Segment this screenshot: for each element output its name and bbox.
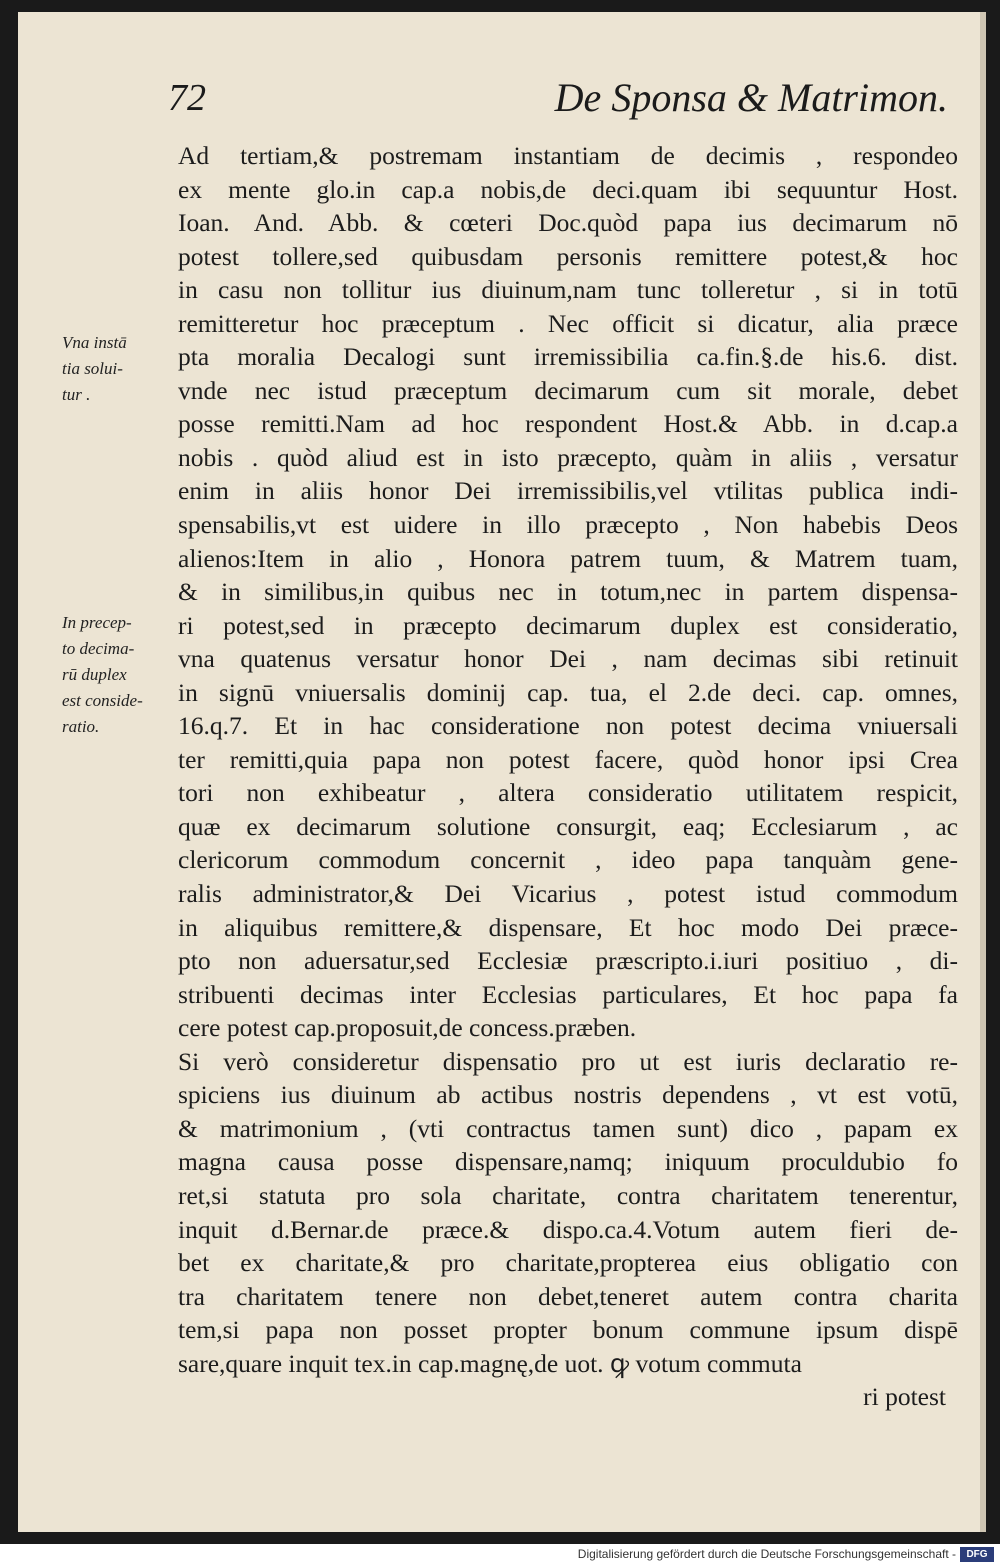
catchword: ri potest <box>863 1382 946 1412</box>
page-header <box>168 72 948 132</box>
text-line: & in similibus,in quibus nec in totum,nec in partem dispensa- <box>178 577 958 607</box>
text-line: & matrimonium , (vti contractus tamen sunt) dico , papam ex <box>178 1113 958 1143</box>
text-line: ex mente glo.in cap.a nobis,de deci.quam ibi sequuntur Host. <box>178 174 958 204</box>
margin-note-2 <box>62 610 172 740</box>
text-line: Ioan. And. Abb. & cœteri Doc.quòd papa ius decimarum nō <box>178 208 958 238</box>
text-line: Si verò consideretur dispensatio pro ut est iuris declaratio re- <box>178 1046 958 1076</box>
margin-note-1 <box>62 330 172 408</box>
text-line: stribuenti decimas inter Ecclesias particulares, Et hoc papa fa <box>178 979 958 1009</box>
margin-note-line: In precep- <box>62 613 132 632</box>
text-line: remitteretur hoc præceptum . Nec officit si dicatur, alia præce <box>178 308 958 338</box>
text-line: spiciens ius diuinum ab actibus nostris dependens , vt est votū, <box>178 1080 958 1110</box>
text-line: ret,si statuta pro sola charitate, contra charitatem tenerentur, <box>178 1180 958 1210</box>
dfg-logo-icon: DFG <box>960 1547 994 1562</box>
margin-note-line: ratio. <box>62 717 100 736</box>
footer-credit: Digitalisierung gefördert durch die Deutsche Forschungsgemeinschaft - <box>577 1547 956 1561</box>
margin-note-line: tur . <box>62 385 91 404</box>
text-line: vna quatenus versatur honor Dei , nam decimas sibi retinuit <box>178 644 958 674</box>
text-line: alienos:Item in alio , Honora patrem tuum, & Matrem tuam, <box>178 543 958 573</box>
text-line: inquit d.Bernar.de præce.& dispo.ca.4.Votum autem fieri de- <box>178 1214 958 1244</box>
text-line: ralis administrator,& Dei Vicarius , potest istud commodum <box>178 879 958 909</box>
text-line: in signū vniuersalis dominij cap. tua, el 2.de deci. cap. omnes, <box>178 677 958 707</box>
footer-bar <box>0 1544 1000 1566</box>
text-line: in casu non tollitur ius diuinum,nam tunc tolleretur , si in totū <box>178 275 958 305</box>
text-line: in aliquibus remittere,& dispensare, Et hoc modo Dei præce- <box>178 912 958 942</box>
text-line: posse remitti.Nam ad hoc respondent Host.& Abb. in d.cap.a <box>178 409 958 439</box>
text-line: tem,si papa non posset propter bonum commune ipsum dispē <box>178 1315 958 1345</box>
margin-note-line: rū duplex <box>62 665 127 684</box>
text-line: enim in aliis honor Dei irremissibilis,vel vtilitas publica indi- <box>178 476 958 506</box>
text-line: clericorum commodum concernit , ideo papa tanquàm gene- <box>178 845 958 875</box>
text-line: nobis . quòd aliud est in isto præcepto, quàm in aliis , versatur <box>178 442 958 472</box>
text-line: quæ ex decimarum solutione consurgit, eaq; Ecclesiarum , ac <box>178 811 958 841</box>
text-line: vnde nec istud præceptum decimarum cum sit morale, debet <box>178 375 958 405</box>
margin-note-line: tia solui- <box>62 359 123 378</box>
text-line: potest tollere,sed quibusdam personis remittere potest,& hoc <box>178 241 958 271</box>
text-line: pto non aduersatur,sed Ecclesiæ præscripto.i.iuri positiuo , di- <box>178 946 958 976</box>
text-line: sare,quare inquit tex.in cap.magnę,de uot. ꝙ votum commuta <box>178 1348 802 1378</box>
text-line: Ad tertiam,& postremam instantiam de decimis , respondeo <box>178 141 958 170</box>
text-line: tra charitatem tenere non debet,teneret autem contra charita <box>178 1281 958 1311</box>
text-line: spensabilis,vt est uidere in illo præcepto , Non habebis Deos <box>178 510 958 540</box>
margin-note-line: est conside- <box>62 691 143 710</box>
text-line: bet ex charitate,& pro charitate,propterea eius obligatio con <box>178 1248 958 1278</box>
text-line: cere potest cap.proposuit,de concess.præben. <box>178 1013 637 1043</box>
margin-note-line: Vna instā <box>62 333 127 352</box>
text-line: pta moralia Decalogi sunt irremissibilia ca.fin.§.de his.6. dist. <box>178 342 958 372</box>
page-number: 72 <box>168 77 206 119</box>
text-line: tori non exhibeatur , altera consideratio utilitatem respicit, <box>178 778 958 808</box>
body-text <box>178 139 958 1414</box>
book-page <box>18 12 986 1532</box>
text-line: magna causa posse dispensare,namq; iniquum proculdubio fo <box>178 1147 958 1177</box>
running-title: De Sponsa & Matrimon. <box>554 75 948 120</box>
text-line: ri potest,sed in præcepto decimarum duplex est consideratio, <box>178 610 958 640</box>
text-line: 16.q.7. Et in hac consideratione non potest decima vniuersali <box>178 711 958 741</box>
text-line: ter remitti,quia papa non potest facere, quòd honor ipsi Crea <box>178 744 958 774</box>
margin-note-line: to decima- <box>62 639 135 658</box>
